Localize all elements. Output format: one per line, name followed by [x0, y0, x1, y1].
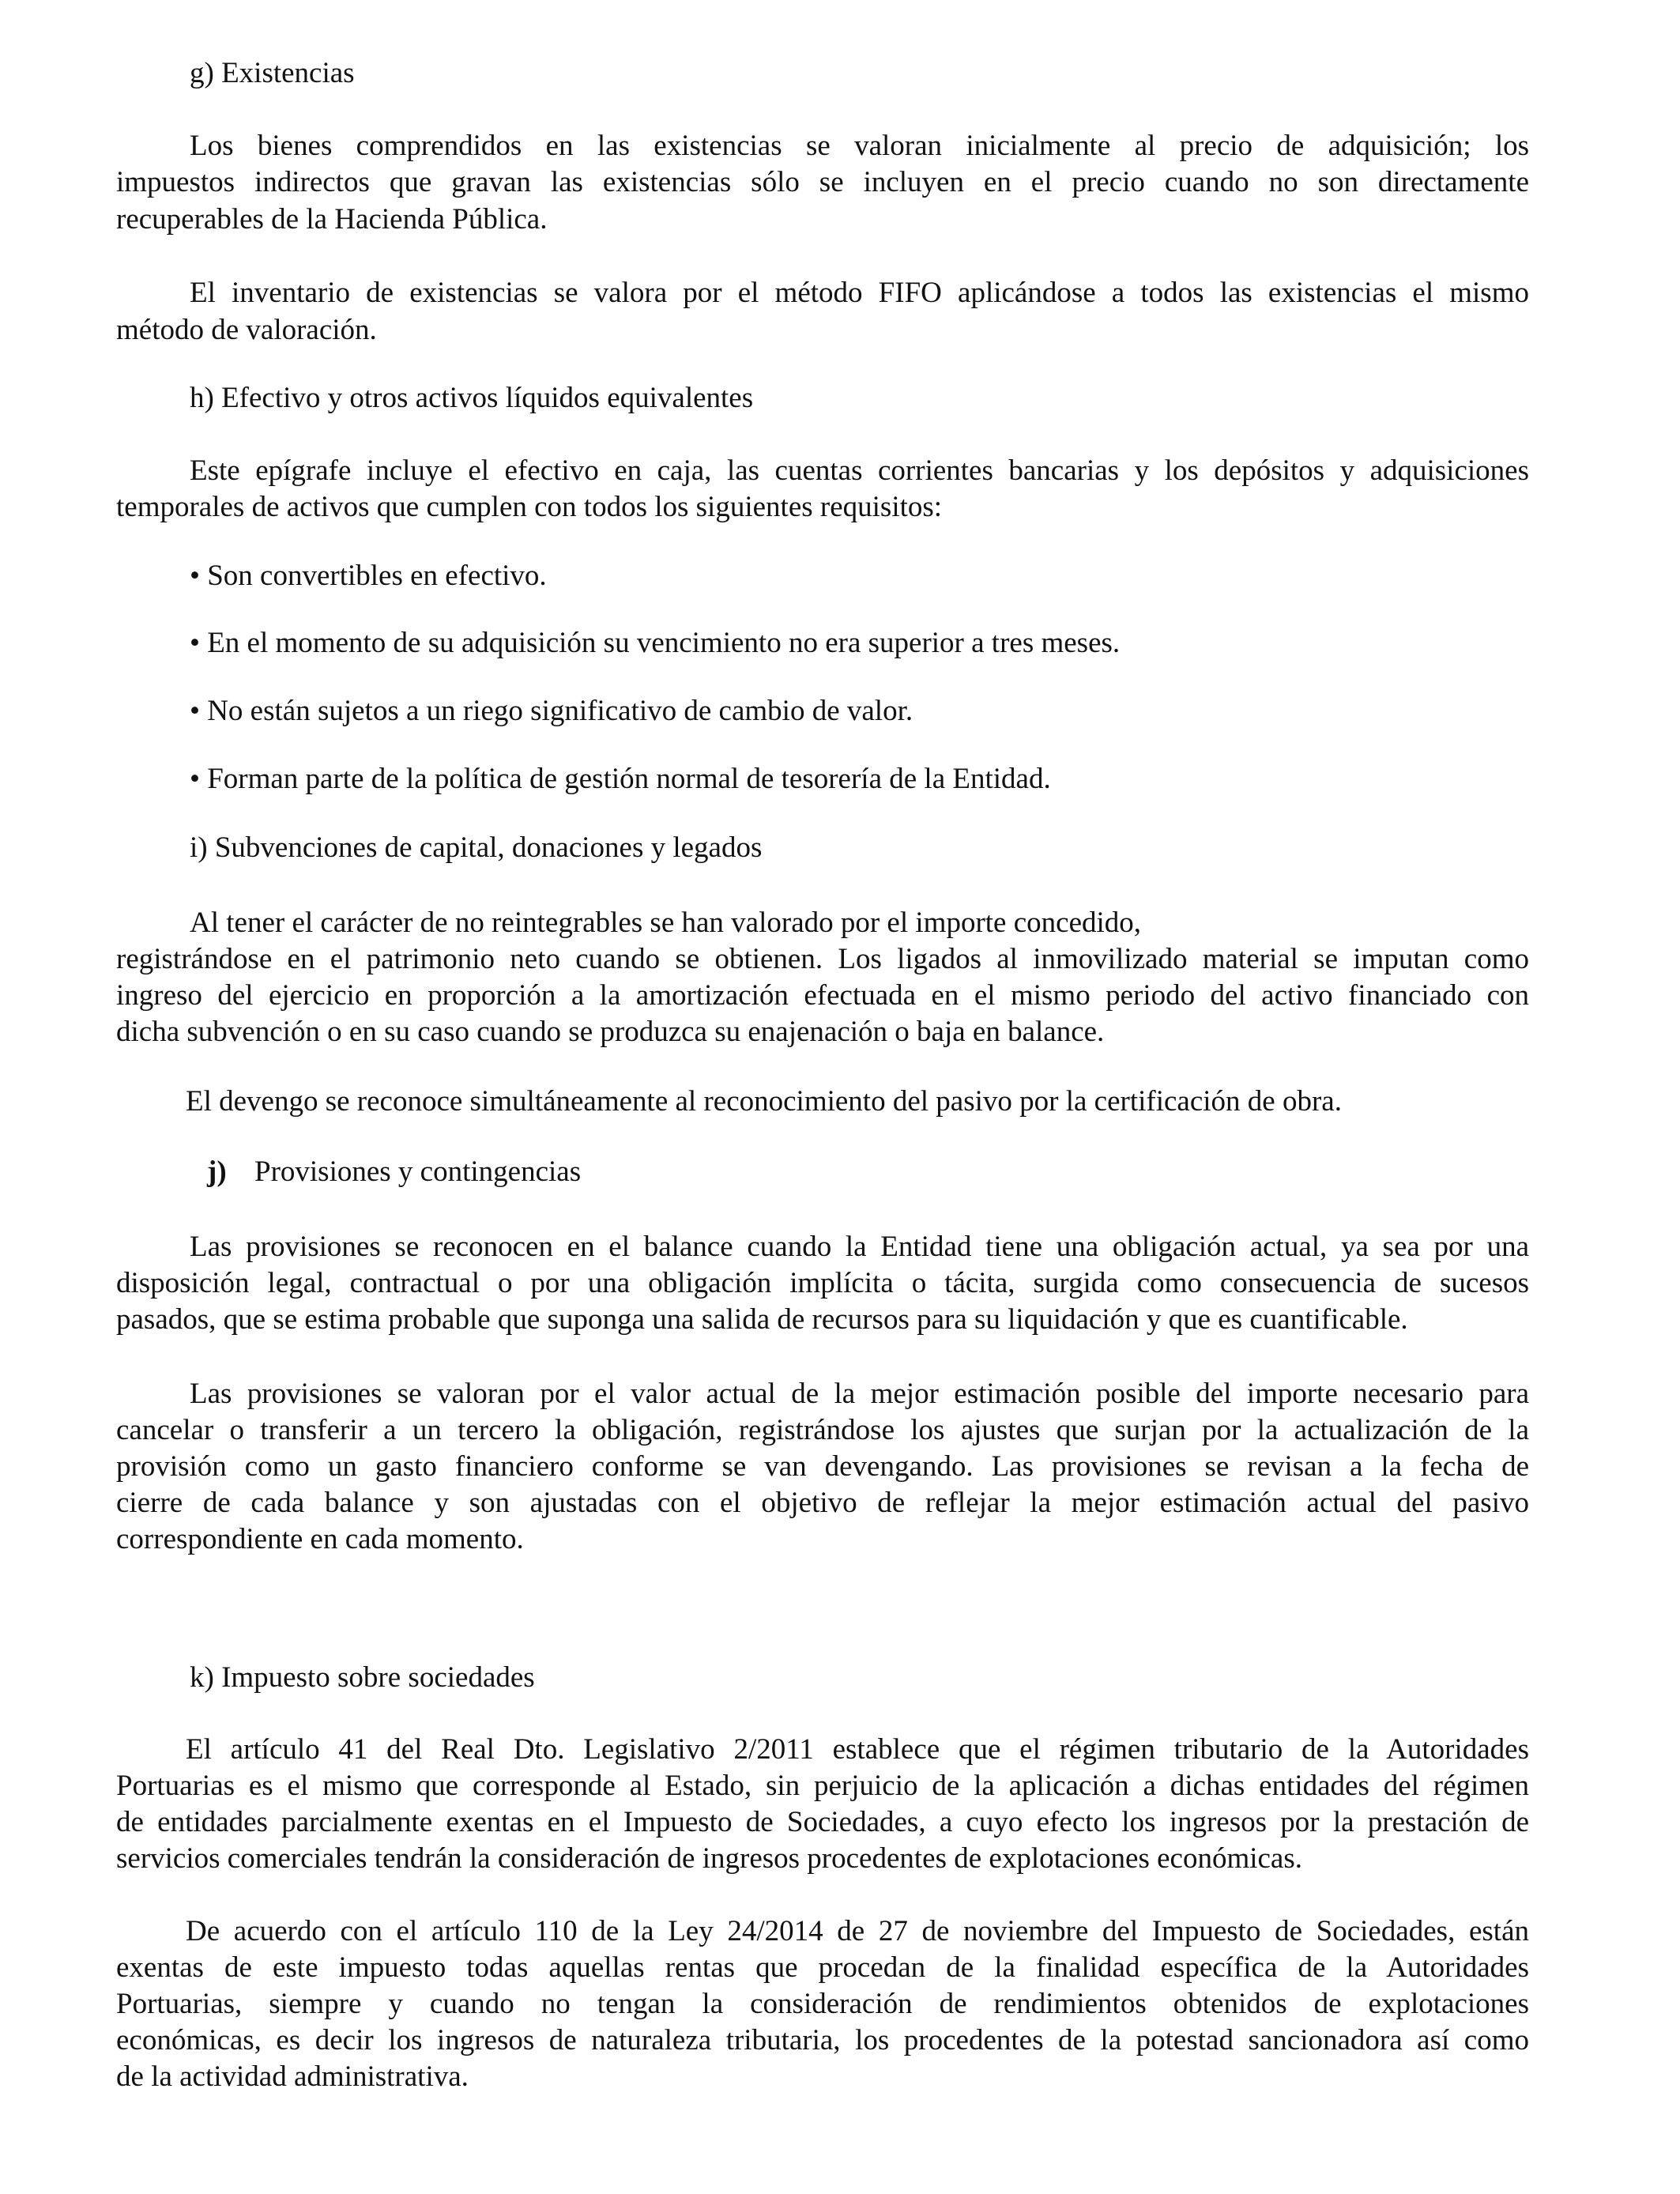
- section-j-para1-line2: disposición legal, contractual o por una obligación implícita o tácita, surgida como consecuencia de sucesos: [116, 1267, 1529, 1299]
- section-j-heading: Provisiones y contingencias: [254, 1155, 582, 1188]
- section-j-para2-line5: correspondiente en cada momento.: [116, 1523, 524, 1555]
- section-k-para2-line4: económicas, es decir los ingresos de naturaleza tributaria, los procedentes de la potestad sancionadora así como: [116, 2024, 1529, 2056]
- section-k-para1-line3: de entidades parcialmente exentas en el Impuesto de Sociedades, a cuyo efecto los ingresos por la prestación de: [116, 1806, 1529, 1838]
- section-i-para1-line3: ingreso del ejercicio en proporción a la amortización efectuada en el mismo periodo del activo financiado con: [116, 979, 1529, 1012]
- section-h-intro-line2: temporales de activos que cumplen con todos los siguientes requisitos:: [116, 491, 943, 523]
- section-k-para1-line2: Portuarias es el mismo que corresponde al Estado, sin perjuicio de la aplicación a dichas entidades del régimen: [116, 1770, 1529, 1802]
- section-j-label: j): [207, 1155, 227, 1188]
- section-j-para1-line1: Las provisiones se reconocen en el balance cuando la Entidad tiene una obligación actual, ya sea por una: [190, 1231, 1529, 1263]
- section-g-para1-line3: recuperables de la Hacienda Pública.: [116, 203, 548, 236]
- section-j-para2-line2: cancelar o transferir a un tercero la obligación, registrándose los ajustes que surjan por la actualización de la: [116, 1414, 1529, 1446]
- section-h-heading: h) Efectivo y otros activos líquidos equivalentes: [190, 382, 754, 414]
- section-g-para1-line2: impuestos indirectos que gravan las existencias sólo se incluyen en el precio cuando no son directamente: [116, 166, 1529, 198]
- section-g-heading: g) Existencias: [190, 57, 355, 89]
- section-i-para2: El devengo se reconoce simultáneamente al reconocimiento del pasivo por la certificación de obra.: [186, 1085, 1342, 1118]
- section-k-para2-line1: De acuerdo con el artículo 110 de la Ley 24/2014 de 27 de noviembre del Impuesto de Sociedades, están: [186, 1915, 1529, 1947]
- section-g-para2-line1: El inventario de existencias se valora por el método FIFO aplicándose a todos las existencias el mismo: [190, 277, 1529, 309]
- bullet-item: • En el momento de su adquisición su vencimiento no era superior a tres meses.: [190, 627, 1121, 659]
- bullet-item: • Son convertibles en efectivo.: [190, 560, 547, 592]
- section-j-para2-line1: Las provisiones se valoran por el valor actual de la mejor estimación posible del importe necesario para: [190, 1378, 1529, 1410]
- section-i-para1-line4: dicha subvención o en su caso cuando se produzca su enajenación o baja en balance.: [116, 1016, 1105, 1048]
- section-i-para1-line1: Al tener el carácter de no reintegrables se han valorado por el importe concedido,: [190, 907, 1142, 939]
- bullet-item: • No están sujetos a un riego significativo de cambio de valor.: [190, 695, 913, 727]
- section-k-para1-line4: servicios comerciales tendrán la consideración de ingresos procedentes de explotaciones económicas.: [116, 1842, 1302, 1875]
- section-g-para1-line1: Los bienes comprendidos en las existencias se valoran inicialmente al precio de adquisición; los: [190, 130, 1529, 162]
- section-i-para1-line2: registrándose en el patrimonio neto cuando se obtienen. Los ligados al inmovilizado material se imputan como: [116, 943, 1529, 975]
- section-k-para2-line5: de la actividad administrativa.: [116, 2060, 469, 2093]
- section-h-intro-line1: Este epígrafe incluye el efectivo en caja, las cuentas corrientes bancarias y los depósitos y adquisiciones: [190, 454, 1529, 487]
- bullet-item: • Forman parte de la política de gestión normal de tesorería de la Entidad.: [190, 763, 1051, 795]
- section-i-heading: i) Subvenciones de capital, donaciones y legados: [190, 831, 763, 864]
- section-k-para1-line1: El artículo 41 del Real Dto. Legislativo 2/2011 establece que el régimen tributario de la Autoridades: [186, 1733, 1529, 1766]
- section-g-para2-line2: método de valoración.: [116, 314, 377, 346]
- section-k-para2-line3: Portuarias, siempre y cuando no tengan la consideración de rendimientos obtenidos de explotaciones: [116, 1988, 1529, 2020]
- section-k-heading: k) Impuesto sobre sociedades: [190, 1661, 535, 1694]
- section-k-para2-line2: exentas de este impuesto todas aquellas rentas que procedan de la finalidad específica de la Autoridades: [116, 1951, 1529, 1984]
- section-j-para1-line3: pasados, que se estima probable que suponga una salida de recursos para su liquidación y que es cuantificable.: [116, 1303, 1408, 1336]
- section-j-para2-line4: cierre de cada balance y son ajustadas con el objetivo de reflejar la mejor estimación actual del pasivo: [116, 1487, 1529, 1519]
- section-j-para2-line3: provisión como un gasto financiero conforme se van devengando. Las provisiones se revisan a la fecha de: [116, 1450, 1529, 1483]
